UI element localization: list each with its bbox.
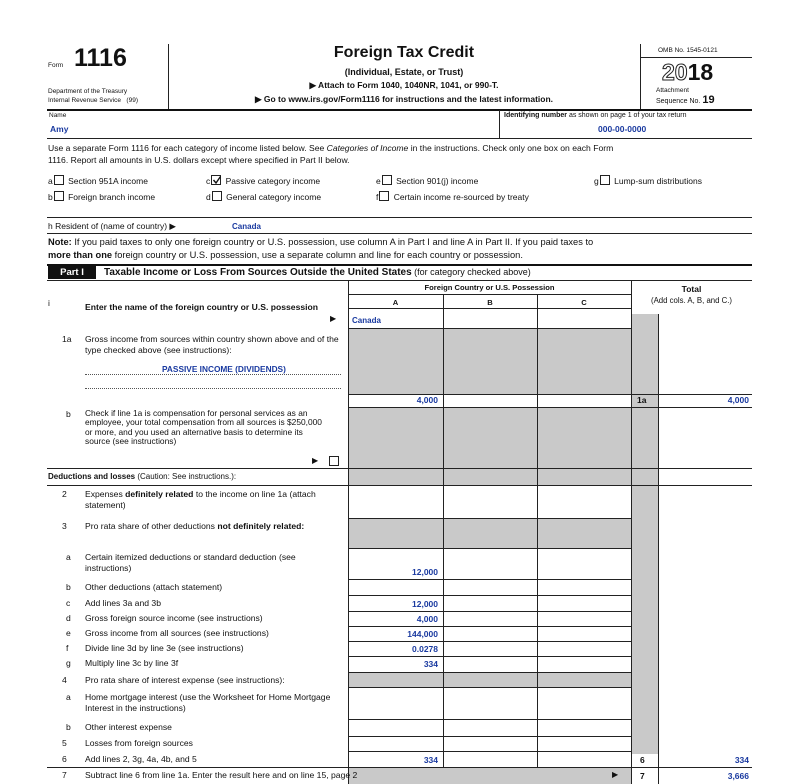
line-3c-number: c — [66, 598, 71, 608]
part-i-title: Taxable Income or Loss From Sources Outside the United States (for category checked above) — [104, 267, 531, 278]
form-subtitle: (Individual, Estate, or Trust) — [344, 67, 464, 77]
line-1a-total[interactable]: 4,000 — [727, 395, 749, 405]
line-3b-text: Other deductions (attach statement) — [85, 582, 223, 592]
line-3g-text: Multiply line 3c by line 3f — [85, 658, 179, 668]
line-6-ref: 6 — [640, 755, 645, 765]
attach-instruction: ▶ Attach to Form 1040, 1040NR, 1041, or 990-T. — [309, 80, 499, 90]
line-1b-checkbox[interactable] — [329, 456, 339, 466]
category-f[interactable]: f Certain income re-sourced by treaty — [376, 192, 529, 202]
resident-value[interactable]: Canada — [232, 222, 261, 231]
checkbox-b[interactable] — [54, 191, 64, 201]
category-a[interactable]: a Section 951A income — [48, 176, 148, 186]
line-3c-col-a[interactable]: 12,000 — [412, 599, 438, 609]
line-3a-col-a[interactable]: 12,000 — [412, 567, 438, 577]
line-4a-text: Home mortgage interest (use the Worksheet for Home Mortgage Interest in the instructions) — [85, 692, 331, 713]
line-3e-number: e — [66, 628, 71, 638]
line-1b-text: Check if line 1a is compensation for personal services as an employee, your total compensation from all sources is $250,000 or more, and you used an alternative basis to determine its source (see instructions) — [85, 409, 322, 446]
line-1a-ref: 1a — [637, 395, 647, 405]
checkbox-f[interactable] — [379, 191, 389, 201]
line-1b-number: b — [66, 409, 71, 419]
country-header: Foreign Country or U.S. Possession — [424, 283, 555, 292]
part-i-tag: Part I — [48, 266, 96, 279]
line-1a-text: Gross income from sources within country shown above and of the type checked above (see instructions): — [85, 334, 339, 355]
line-i-col-a[interactable]: Canada — [352, 316, 381, 325]
arrow-icon: ▶ — [312, 456, 319, 465]
column-a-header: A — [392, 298, 399, 307]
instructions-text: Use a separate Form 1116 for each category of income listed below. See Categories of Income in the instructions. Check only one box on each Form 1116. Report all amounts in U.S. dollars except where specified in Part II below. — [48, 143, 614, 165]
line-i-text: Enter the name of the foreign country or U.S. possession — [85, 302, 319, 312]
line-3f-number: f — [66, 643, 69, 653]
identifying-number-label: Identifying number as shown on page 1 of your tax return — [504, 112, 687, 119]
line-2-text: Expenses definitely related to the income on line 1a (attach statement) — [85, 489, 316, 510]
deductions-heading: Deductions and losses (Caution: See instructions.): — [48, 472, 237, 481]
line-6-total[interactable]: 334 — [734, 755, 749, 765]
line-1a-entry[interactable]: PASSIVE INCOME (DIVIDENDS) — [162, 364, 286, 374]
line-3c-text: Add lines 3a and 3b — [85, 598, 161, 608]
line-3a-text: Certain itemized deductions or standard deduction (see instructions) — [85, 552, 296, 573]
goto-instruction: ▶ Go to www.irs.gov/Form1116 for instructions and the latest information. — [254, 94, 554, 104]
arrow-icon: ▶ — [330, 314, 337, 323]
resident-label: h Resident of (name of country) ▶ — [48, 221, 176, 231]
line-3d-number: d — [66, 613, 71, 623]
department: Department of the Treasury — [48, 88, 128, 95]
line-3b-number: b — [66, 582, 71, 592]
line-3d-text: Gross foreign source income (see instructions) — [85, 613, 263, 623]
line-4-text: Pro rata share of interest expense (see instructions): — [85, 675, 285, 685]
line-5-text: Losses from foreign sources — [85, 738, 193, 748]
total-subheader: (Add cols. A, B, and C.) — [650, 296, 733, 305]
shade-total-ref-lower — [631, 408, 658, 754]
line-7-total[interactable]: 3,666 — [727, 771, 749, 781]
line-3e-col-a[interactable]: 144,000 — [407, 629, 438, 639]
checkbox-a[interactable] — [54, 175, 64, 185]
line-7-number: 7 — [62, 770, 67, 780]
form-word: Form — [48, 62, 64, 69]
sequence-label: Sequence No. 19 — [656, 94, 715, 106]
line-3g-col-a[interactable]: 334 — [423, 659, 438, 669]
shade-line-7 — [348, 767, 631, 784]
shade-line-3 — [348, 518, 631, 548]
line-1a-col-a[interactable]: 4,000 — [416, 395, 438, 405]
category-g[interactable]: g Lump-sum distributions — [594, 176, 702, 186]
line-5-number: 5 — [62, 738, 67, 748]
line-3f-text: Divide line 3d by line 3e (see instructions) — [85, 643, 244, 653]
form-number: 1116 — [74, 44, 127, 72]
checkbox-e[interactable] — [382, 175, 392, 185]
shade-deductions-head — [348, 468, 631, 485]
line-3-number: 3 — [62, 521, 67, 531]
check-mark-icon — [212, 175, 222, 185]
category-d[interactable]: d General category income — [206, 192, 322, 202]
line-1a-number: 1a — [62, 334, 72, 344]
name-label: Name — [49, 112, 67, 119]
irs-label: Internal Revenue Service (99) — [48, 97, 138, 104]
line-4a-number: a — [66, 692, 71, 702]
category-c[interactable]: c Passive category income — [206, 176, 321, 186]
omb-number: OMB No. 1545-0121 — [658, 47, 718, 54]
name-value[interactable]: Amy — [50, 124, 69, 134]
line-4b-text: Other interest expense — [85, 722, 172, 732]
form-title: Foreign Tax Credit — [333, 44, 475, 61]
line-7-text: Subtract line 6 from line 1a. Enter the result here and on line 15, page 2 — [85, 770, 358, 780]
identifying-number-value[interactable]: 000-00-0000 — [598, 124, 647, 134]
line-4-number: 4 — [62, 675, 67, 685]
line-7-ref: 7 — [640, 771, 645, 781]
column-c-header: C — [581, 298, 587, 307]
arrow-icon: ▶ — [612, 770, 619, 779]
category-e[interactable]: e Section 901(j) income — [376, 176, 479, 186]
line-6-col-a[interactable]: 334 — [423, 755, 438, 765]
checkbox-c[interactable] — [211, 175, 221, 185]
line-2-number: 2 — [62, 489, 67, 499]
column-b-header: B — [487, 298, 493, 307]
line-4b-number: b — [66, 722, 71, 732]
category-b[interactable]: b Foreign branch income — [48, 192, 156, 202]
attachment-label: Attachment — [656, 87, 689, 94]
checkbox-d[interactable] — [212, 191, 222, 201]
line-3e-text: Gross income from all sources (see instructions) — [85, 628, 269, 638]
line-3-text: Pro rata share of other deductions not definitely related: — [85, 521, 305, 531]
checkbox-g[interactable] — [600, 175, 610, 185]
line-3a-number: a — [66, 552, 71, 562]
shade-line-1a — [348, 328, 631, 394]
shade-line-4 — [348, 672, 631, 687]
line-3f-col-a[interactable]: 0.0278 — [412, 644, 438, 654]
total-header: Total — [681, 284, 702, 294]
line-6-text: Add lines 2, 3g, 4a, 4b, and 5 — [85, 754, 197, 764]
line-3d-col-a[interactable]: 4,000 — [416, 614, 438, 624]
shade-line-1b — [348, 407, 631, 468]
line-i-number: i — [48, 298, 50, 308]
note-text: Note: If you paid taxes to only one foreign country or U.S. possession, use column A in Part I and line A in Part II. If you paid taxes to more than one foreign country or U.S. possession, use a separate column and line for each country or possession. — [48, 237, 594, 260]
tax-year: 2018 — [662, 59, 714, 85]
header-divider-right — [640, 44, 641, 110]
line-3g-number: g — [66, 658, 71, 668]
line-6-number: 6 — [62, 754, 67, 764]
